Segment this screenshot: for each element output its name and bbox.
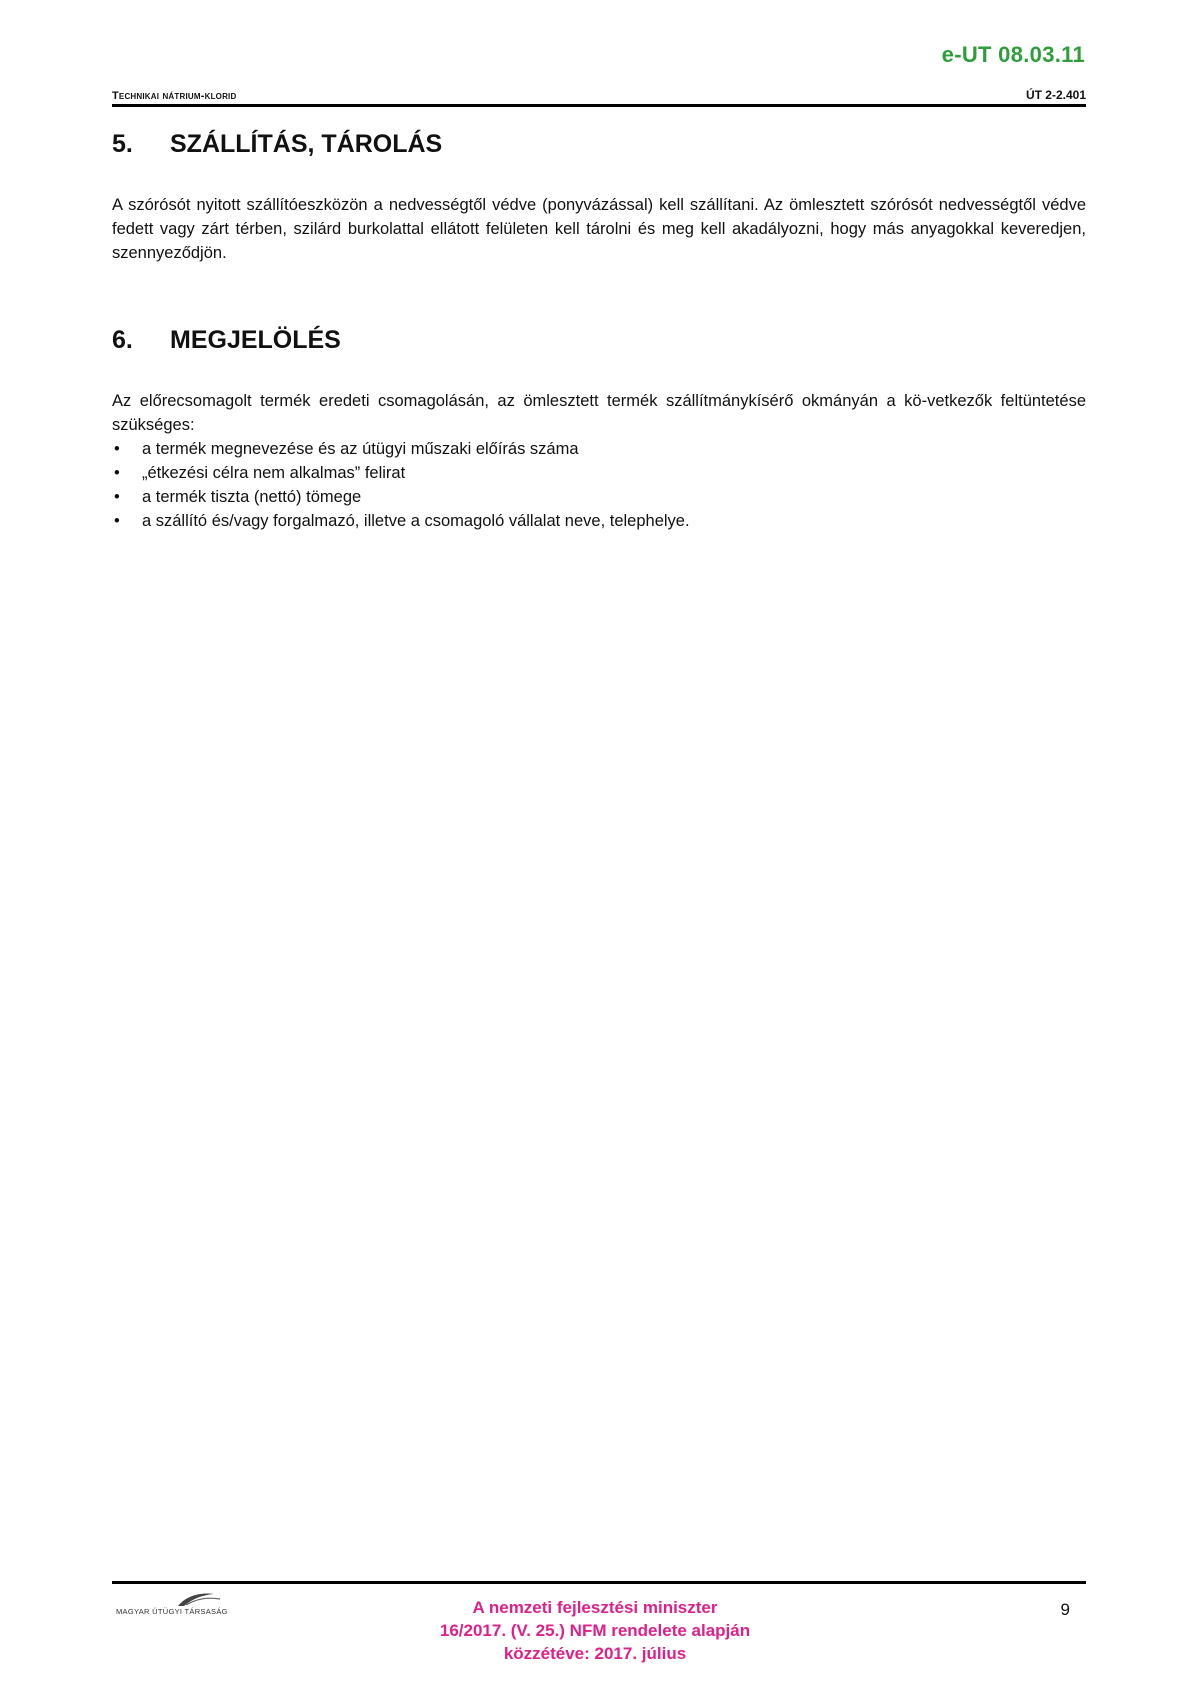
header-standard-code: ÚT 2-2.401 [1025,88,1086,102]
publication-notice [395,1596,795,1665]
section-5-title: SZÁLLÍTÁS, TÁROLÁS [170,130,443,158]
header-document-title: Technikai nátrium-klorid [112,90,237,102]
section-5 [112,130,1086,265]
bullet-icon: • [114,488,120,506]
page-header [112,82,1086,107]
list-item-text: a termék tiszta (nettó) tömege [142,488,362,506]
publication-line-2: 16/2017. (V. 25.) NFM rendelete alapján [439,1621,751,1640]
bullet-icon: • [114,512,120,530]
logo-text: MAGYAR ÚTÜGYI TÁRSASÁG [116,1607,228,1616]
section-6-paragraph: Az előrecsomagolt termék eredeti csomagolásán, az ömlesztett termék szállítmánykísérő okmányán a kö-vetkezők feltüntetése szükséges: [112,392,1086,434]
publication-line-3: közzétéve: 2017. július [503,1644,687,1663]
list-item-text: „étkezési célra nem alkalmas” felirat [142,464,406,482]
section-5-heading [112,130,1086,159]
document-code: e-UT 08.03.11 [941,42,1085,67]
section-5-number: 5. [112,130,133,158]
publication-line-1: A nemzeti fejlesztési miniszter [472,1598,718,1617]
list-item [112,437,1086,461]
list-item [112,509,1086,533]
footer-divider [112,1581,1086,1584]
section-6-title: MEGJELÖLÉS [170,326,341,354]
list-item [112,461,1086,485]
list-item [112,485,1086,509]
page-number: 9 [1060,1600,1070,1619]
section-5-paragraph: A szórósót nyitott szállítóeszközön a nedvességtől védve (ponyvázással) kell szállítani. Az ömlesztett szórósót nedvességtől védve fedett vagy zárt térben, szilárd burkolattal ellátott felületen kell tárolni és meg kell akadályozni, hogy más anyagokkal keveredjen, szennyeződjön. [112,196,1086,262]
section-6-heading [112,326,1086,355]
organization-logo [116,1590,266,1618]
bullet-icon: • [114,464,120,482]
section-6-number: 6. [112,326,133,354]
bullet-icon: • [114,440,120,458]
list-item-text: a termék megnevezése és az útügyi műszaki előírás száma [142,440,579,458]
list-item-text: a szállító és/vagy forgalmazó, illetve a csomagoló vállalat neve, telephelye. [142,512,690,530]
section-6 [112,326,1086,533]
marking-requirements-list [112,437,1086,533]
